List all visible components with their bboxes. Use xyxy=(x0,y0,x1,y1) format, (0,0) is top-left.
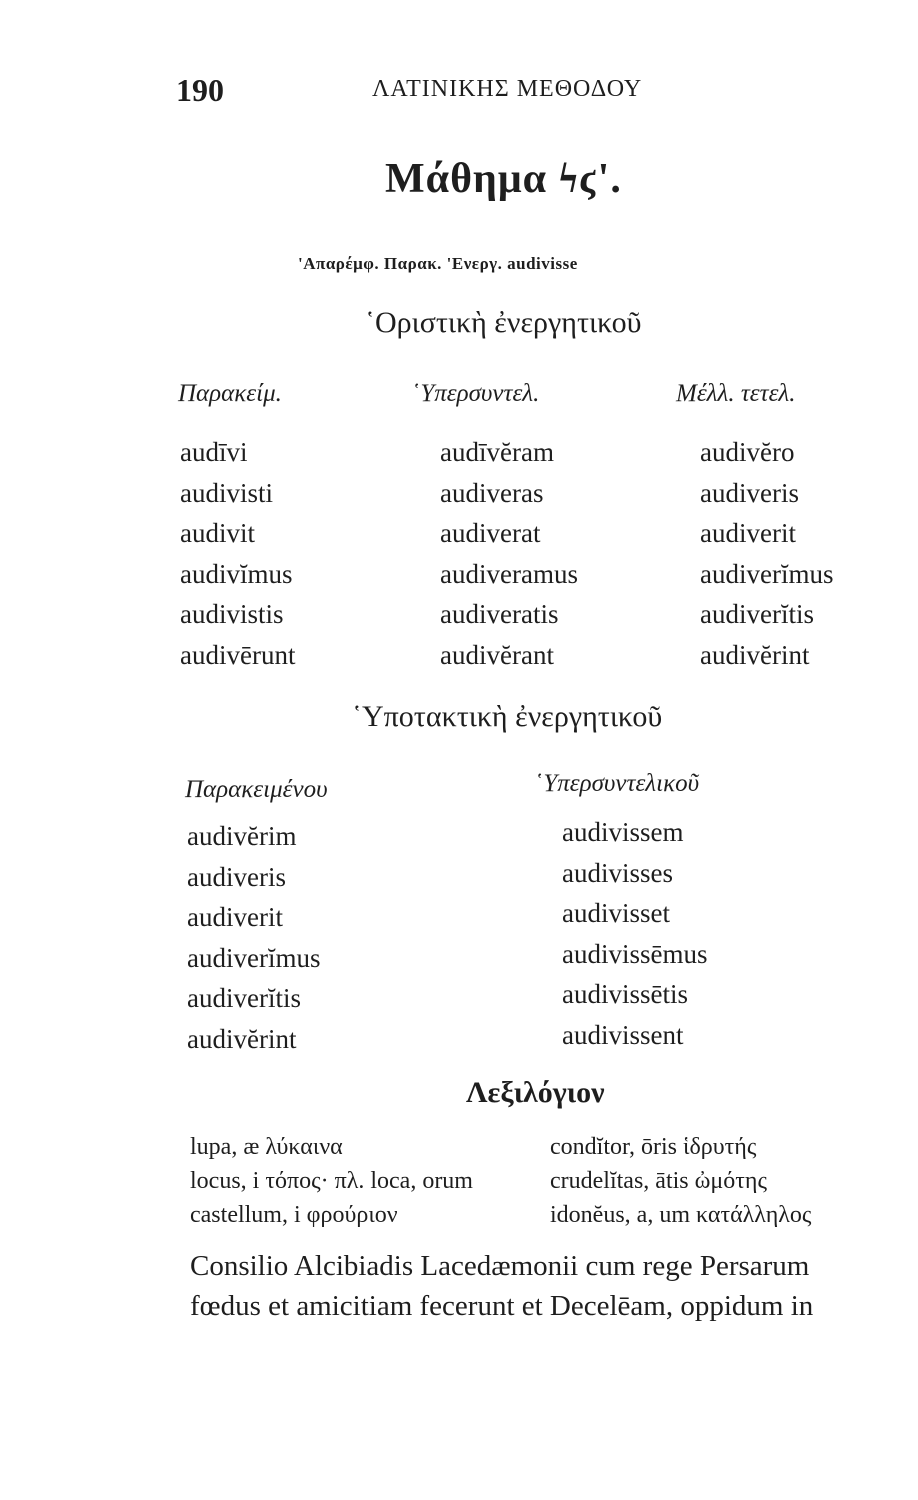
subjunctive-col2-label: ῾Υπερσυντελικοῦ xyxy=(535,770,700,797)
list-item: audiverĭtis xyxy=(700,599,814,629)
indicative-col1-forms xyxy=(180,432,295,675)
list-item: audīvĕram xyxy=(440,437,554,467)
list-item: audivisses xyxy=(562,857,673,888)
list-item: audiverĭmus xyxy=(700,558,834,589)
list-item: audiverĭmus xyxy=(187,942,321,973)
vocabulary-entry: castellum, i φρούριον xyxy=(190,1202,398,1228)
list-item: audīvi xyxy=(180,437,248,467)
list-item: audiveratis xyxy=(440,599,559,629)
vocabulary-entry: idonĕus, a, um κατάλληλος xyxy=(550,1202,812,1228)
exercise-line-1: Consilio Alcibiadis Lacedæmonii cum rege Persarum xyxy=(190,1250,810,1282)
indicative-col3-label: Μέλλ. τετελ. xyxy=(676,380,796,407)
subjunctive-col1-label: Παρακειμένου xyxy=(185,776,328,803)
list-item: audiverit xyxy=(187,902,283,932)
subjunctive-col1-forms xyxy=(187,816,320,1059)
vocabulary-entry: lupa, æ λύκαινα xyxy=(190,1134,343,1160)
list-item: audivĕro xyxy=(700,437,795,467)
list-item: audiverat xyxy=(440,518,541,548)
indicative-col1-label: Παρακείμ. xyxy=(178,380,282,407)
indicative-col2-label: ῾Υπερσυντελ. xyxy=(412,380,540,407)
lesson-title: Μάθημα ϟϛ'. xyxy=(385,156,622,202)
exercise-line-2: fœdus et amicitiam fecerunt et Decelēam, oppidum in xyxy=(190,1290,814,1322)
vocabulary-left-column xyxy=(190,1130,473,1232)
list-item: audivĭmus xyxy=(180,558,293,589)
list-item: audivisti xyxy=(180,477,273,508)
vocabulary-title: Λεξιλόγιον xyxy=(466,1076,605,1109)
list-item: audivĕrint xyxy=(700,639,810,670)
list-item: audivērunt xyxy=(180,639,296,670)
list-item: audivissētis xyxy=(562,979,688,1009)
list-item: audiverit xyxy=(700,518,796,548)
list-item: audivissēmus xyxy=(562,938,708,969)
indicative-title: ῾Οριστικὴ ἐνεργητικοῦ xyxy=(365,306,642,339)
list-item: audiverĭtis xyxy=(187,983,301,1013)
list-item: audiveris xyxy=(700,477,799,508)
list-item: audivissem xyxy=(562,817,684,847)
list-item: audivissent xyxy=(562,1019,684,1050)
running-title: ΛΑΤΙΝΙΚΗΣ ΜΕΘΟΔΟΥ xyxy=(372,76,643,102)
subjunctive-col2-forms xyxy=(562,812,708,1055)
list-item: audivistis xyxy=(180,599,284,629)
list-item: audiveramus xyxy=(440,558,578,589)
list-item: audivĕrim xyxy=(187,821,297,851)
list-item: audiveras xyxy=(440,477,544,508)
vocabulary-right-column xyxy=(550,1130,811,1232)
vocabulary-entry: crudelĭtas, ātis ὠμότης xyxy=(550,1168,767,1194)
vocabulary-entry: locus, i τόπος· πλ. loca, orum xyxy=(190,1168,473,1194)
indicative-col3-forms xyxy=(700,432,833,675)
list-item: audiveris xyxy=(187,861,286,892)
list-item: audivisset xyxy=(562,898,670,928)
list-item: audivĕrint xyxy=(187,1023,297,1054)
page-number: 190 xyxy=(176,72,224,108)
subjunctive-title: ῾Υποτακτικὴ ἐνεργητικοῦ xyxy=(352,700,663,733)
indicative-col2-forms xyxy=(440,432,578,675)
vocabulary-entry: condĭtor, ōris ἱδρυτής xyxy=(550,1134,757,1160)
list-item: audivĕrant xyxy=(440,639,554,670)
list-item: audivit xyxy=(180,518,255,548)
lesson-subheading: 'Απαρέμφ. Παρακ. 'Ενεργ. audivisse xyxy=(298,254,578,273)
